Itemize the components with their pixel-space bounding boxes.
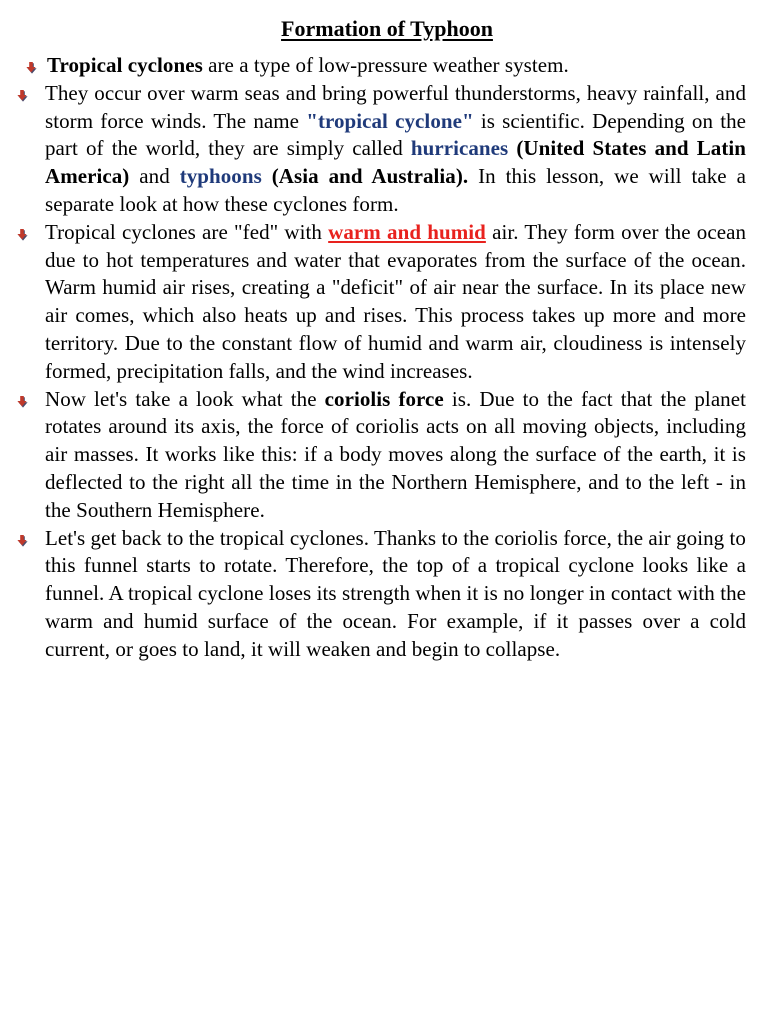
paragraph-text <box>45 219 746 386</box>
paragraph-text <box>47 52 746 80</box>
bullet-item <box>0 80 768 219</box>
bold-keyword: (United States and Latin America) <box>45 136 746 189</box>
bullet-item <box>0 525 768 664</box>
text-run: Let's get back to the tropical cyclones. Thanks to the coriolis force, the air going to this funnel starts to rotate. Therefore, the top of a tropical cyclone looks like a funnel. A tropical cyclone loses its strength when it is no longer in contact with the warm and humid surface of the ocean. For example, if it passes over a cold current, or goes to land, it will weaken and begin to collapse. <box>45 525 746 661</box>
down-arrow-bullet-icon <box>16 395 30 409</box>
text-run: is. Due to the fact that the planet rotates around its axis, the force of coriolis acts on all moving objects, including air masses. It works like this: if a body moves along the surface of the earth, it is deflected to the right all the time in the Northern Hemisphere, and to the left - in the Southern Hemisphere. <box>45 386 746 522</box>
text-run: Now let's take a look what the <box>45 386 325 411</box>
bullet-item <box>0 52 768 80</box>
down-arrow-bullet-icon <box>25 61 39 75</box>
down-arrow-bullet-icon <box>16 534 30 548</box>
bold-keyword: Tropical cyclones <box>47 53 203 77</box>
paragraph-text <box>45 386 746 525</box>
bold-keyword: coriolis force <box>324 386 444 411</box>
page-title: Formation of Typhoon <box>281 16 493 41</box>
text-run: They occur over warm seas and bring powerful thunderstorms, heavy rainfall, and storm force winds. The name <box>45 80 746 133</box>
blue-keyword: hurricanes <box>410 136 509 161</box>
bullet-item <box>0 219 768 386</box>
down-arrow-bullet-icon <box>16 89 30 103</box>
down-arrow-bullet-icon <box>16 228 30 242</box>
paragraph-text <box>45 80 746 219</box>
text-run: and <box>129 164 180 189</box>
blue-keyword: "tropical cyclone" <box>306 108 474 133</box>
bullet-item <box>0 386 768 525</box>
text-run: In this lesson, we will take a separate look at how these cyclones form. <box>45 164 746 216</box>
text-run: air. They form over the ocean due to hot temperatures and water that evaporates from the surface of the ocean. Warm humid air rises, creating a "deficit" of air near the surface. In its place new air comes, which also heats up and rises. This process takes up more and more territory. Due to the constant flow of humid and warm air, cloudiness is intensely formed, precipitation falls, and the wind increases. <box>45 219 747 383</box>
text-run: Tropical cyclones are "fed" with <box>45 219 329 244</box>
blue-keyword: typhoons <box>179 164 262 189</box>
text-run: are a type of low-pressure weather system. <box>202 53 569 77</box>
highlighted-keyword: warm and humid <box>328 219 486 244</box>
bold-keyword: (Asia and Australia). <box>271 164 469 189</box>
paragraph-text <box>45 525 746 664</box>
text-run <box>262 164 272 188</box>
bullet-list <box>0 52 768 664</box>
text-run: is scientific. Depending on the part of the world, they are simply called <box>45 108 746 161</box>
